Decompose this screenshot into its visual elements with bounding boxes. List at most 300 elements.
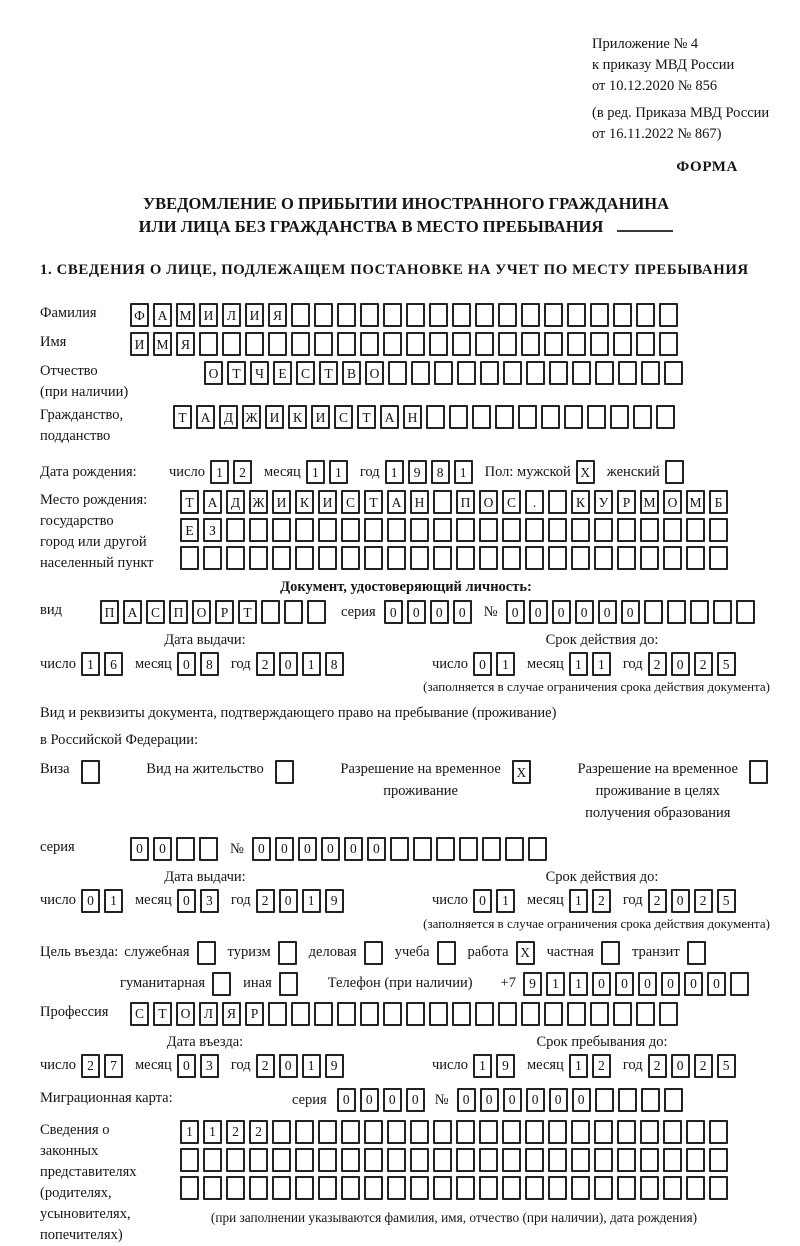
char-cell[interactable] (268, 332, 287, 356)
char-cell[interactable] (295, 1148, 314, 1172)
char-cell[interactable] (426, 405, 445, 429)
identity-doc-expiry-year-input[interactable] (648, 652, 736, 676)
char-cell[interactable] (636, 303, 655, 327)
char-cell[interactable] (495, 405, 514, 429)
char-cell[interactable] (291, 303, 310, 327)
residence-doc-expiry-month-input[interactable] (569, 889, 611, 913)
char-cell[interactable] (482, 837, 501, 861)
char-cell[interactable] (659, 1002, 678, 1026)
char-cell[interactable]: А (196, 405, 215, 429)
char-cell[interactable] (475, 303, 494, 327)
char-cell[interactable] (664, 361, 683, 385)
char-cell[interactable]: И (318, 490, 337, 514)
char-cell[interactable]: 0 (552, 600, 571, 624)
citizenship-input[interactable] (173, 405, 675, 429)
identity-doc-series-input[interactable] (384, 600, 472, 624)
char-cell[interactable] (502, 546, 521, 570)
patronymic-input[interactable] (204, 361, 683, 385)
char-cell[interactable] (640, 1120, 659, 1144)
char-cell[interactable] (502, 1148, 521, 1172)
char-cell[interactable] (278, 941, 297, 965)
birthdate-month-input[interactable] (306, 460, 348, 484)
char-cell[interactable]: А (153, 303, 172, 327)
char-cell[interactable] (307, 600, 326, 624)
char-cell[interactable] (613, 332, 632, 356)
birthplace-row3-input[interactable] (180, 546, 728, 570)
char-cell[interactable] (318, 1148, 337, 1172)
char-cell[interactable]: Н (403, 405, 422, 429)
char-cell[interactable] (640, 546, 659, 570)
char-cell[interactable] (337, 303, 356, 327)
residence-doc-issue-year-input[interactable] (256, 889, 344, 913)
char-cell[interactable] (341, 546, 360, 570)
char-cell[interactable] (291, 1002, 310, 1026)
char-cell[interactable] (475, 332, 494, 356)
char-cell[interactable]: 0 (360, 1088, 379, 1112)
char-cell[interactable] (295, 518, 314, 542)
char-cell[interactable]: 8 (200, 652, 219, 676)
char-cell[interactable] (641, 361, 660, 385)
identity-doc-type-input[interactable] (100, 600, 326, 624)
char-cell[interactable] (295, 1120, 314, 1144)
char-cell[interactable]: X (512, 760, 531, 784)
char-cell[interactable] (318, 518, 337, 542)
char-cell[interactable]: 1 (210, 460, 229, 484)
char-cell[interactable]: 0 (337, 1088, 356, 1112)
char-cell[interactable] (636, 1002, 655, 1026)
char-cell[interactable] (176, 837, 195, 861)
char-cell[interactable] (291, 332, 310, 356)
char-cell[interactable] (341, 1176, 360, 1200)
char-cell[interactable] (383, 1002, 402, 1026)
char-cell[interactable] (618, 361, 637, 385)
char-cell[interactable] (640, 518, 659, 542)
char-cell[interactable] (594, 1148, 613, 1172)
char-cell[interactable] (528, 837, 547, 861)
char-cell[interactable] (640, 1148, 659, 1172)
char-cell[interactable]: Т (173, 405, 192, 429)
char-cell[interactable]: 9 (496, 1054, 515, 1078)
char-cell[interactable] (564, 405, 583, 429)
char-cell[interactable] (364, 546, 383, 570)
char-cell[interactable] (341, 1120, 360, 1144)
char-cell[interactable] (521, 332, 540, 356)
char-cell[interactable] (81, 760, 100, 784)
char-cell[interactable] (360, 1002, 379, 1026)
char-cell[interactable]: К (295, 490, 314, 514)
char-cell[interactable]: 1 (385, 460, 404, 484)
char-cell[interactable]: . (525, 490, 544, 514)
char-cell[interactable] (203, 1148, 222, 1172)
residence-doc-issue-month-input[interactable] (177, 889, 219, 913)
char-cell[interactable]: С (502, 490, 521, 514)
char-cell[interactable]: 0 (480, 1088, 499, 1112)
char-cell[interactable]: 1 (81, 652, 100, 676)
char-cell[interactable]: Ф (130, 303, 149, 327)
char-cell[interactable] (364, 1176, 383, 1200)
char-cell[interactable]: Р (245, 1002, 264, 1026)
purpose-study-checkbox[interactable] (437, 941, 456, 965)
char-cell[interactable]: 0 (684, 972, 703, 996)
char-cell[interactable]: 0 (177, 1054, 196, 1078)
char-cell[interactable]: И (265, 405, 284, 429)
char-cell[interactable] (433, 1120, 452, 1144)
char-cell[interactable] (410, 1148, 429, 1172)
residence-doc-expiry-year-input[interactable] (648, 889, 736, 913)
char-cell[interactable] (548, 546, 567, 570)
char-cell[interactable]: Т (180, 490, 199, 514)
char-cell[interactable]: Е (273, 361, 292, 385)
char-cell[interactable] (433, 518, 452, 542)
identity-doc-number-input[interactable] (506, 600, 755, 624)
surname-input[interactable] (130, 303, 678, 327)
residence-doc-expiry-day-input[interactable] (473, 889, 515, 913)
char-cell[interactable] (456, 1176, 475, 1200)
char-cell[interactable] (456, 518, 475, 542)
char-cell[interactable] (567, 303, 586, 327)
char-cell[interactable] (590, 303, 609, 327)
char-cell[interactable] (452, 1002, 471, 1026)
char-cell[interactable] (364, 518, 383, 542)
char-cell[interactable] (656, 405, 675, 429)
char-cell[interactable]: О (663, 490, 682, 514)
char-cell[interactable] (613, 1002, 632, 1026)
char-cell[interactable] (314, 1002, 333, 1026)
char-cell[interactable]: Б (709, 490, 728, 514)
profession-input[interactable] (130, 1002, 678, 1026)
char-cell[interactable]: И (245, 303, 264, 327)
char-cell[interactable]: Р (215, 600, 234, 624)
char-cell[interactable] (665, 460, 684, 484)
purpose-official-checkbox[interactable] (197, 941, 216, 965)
char-cell[interactable]: 0 (153, 837, 172, 861)
char-cell[interactable] (617, 546, 636, 570)
char-cell[interactable] (249, 1176, 268, 1200)
char-cell[interactable]: А (203, 490, 222, 514)
char-cell[interactable]: 0 (671, 1054, 690, 1078)
char-cell[interactable] (180, 546, 199, 570)
firstname-input[interactable] (130, 332, 678, 356)
char-cell[interactable] (411, 361, 430, 385)
char-cell[interactable] (502, 1120, 521, 1144)
char-cell[interactable]: Д (226, 490, 245, 514)
char-cell[interactable]: 0 (457, 1088, 476, 1112)
char-cell[interactable] (434, 361, 453, 385)
char-cell[interactable] (618, 1088, 637, 1112)
char-cell[interactable] (272, 1120, 291, 1144)
char-cell[interactable] (364, 1120, 383, 1144)
char-cell[interactable] (449, 405, 468, 429)
char-cell[interactable]: 0 (298, 837, 317, 861)
char-cell[interactable]: 1 (454, 460, 473, 484)
char-cell[interactable] (709, 518, 728, 542)
char-cell[interactable] (521, 1002, 540, 1026)
char-cell[interactable] (279, 972, 298, 996)
char-cell[interactable]: 9 (408, 460, 427, 484)
char-cell[interactable]: С (146, 600, 165, 624)
char-cell[interactable]: Т (364, 490, 383, 514)
char-cell[interactable] (749, 760, 768, 784)
char-cell[interactable] (636, 332, 655, 356)
char-cell[interactable]: Ж (249, 490, 268, 514)
char-cell[interactable] (387, 1176, 406, 1200)
char-cell[interactable] (410, 518, 429, 542)
char-cell[interactable]: Ж (242, 405, 261, 429)
char-cell[interactable] (664, 1088, 683, 1112)
char-cell[interactable] (429, 332, 448, 356)
char-cell[interactable]: 2 (256, 889, 275, 913)
char-cell[interactable] (249, 546, 268, 570)
char-cell[interactable] (199, 332, 218, 356)
char-cell[interactable] (633, 405, 652, 429)
char-cell[interactable]: X (576, 460, 595, 484)
char-cell[interactable] (479, 1120, 498, 1144)
char-cell[interactable]: М (153, 332, 172, 356)
char-cell[interactable] (663, 1120, 682, 1144)
char-cell[interactable] (480, 361, 499, 385)
char-cell[interactable] (663, 1148, 682, 1172)
char-cell[interactable] (364, 1148, 383, 1172)
char-cell[interactable]: 0 (549, 1088, 568, 1112)
char-cell[interactable] (709, 1176, 728, 1200)
char-cell[interactable] (249, 518, 268, 542)
char-cell[interactable] (479, 1176, 498, 1200)
char-cell[interactable]: 0 (321, 837, 340, 861)
char-cell[interactable] (686, 1120, 705, 1144)
char-cell[interactable] (295, 546, 314, 570)
char-cell[interactable] (709, 1120, 728, 1144)
char-cell[interactable] (406, 303, 425, 327)
char-cell[interactable]: 2 (249, 1120, 268, 1144)
char-cell[interactable] (436, 837, 455, 861)
char-cell[interactable]: П (456, 490, 475, 514)
char-cell[interactable] (429, 1002, 448, 1026)
char-cell[interactable] (318, 546, 337, 570)
char-cell[interactable] (410, 1176, 429, 1200)
migration-card-series-input[interactable] (337, 1088, 425, 1112)
char-cell[interactable]: 0 (406, 1088, 425, 1112)
char-cell[interactable] (601, 941, 620, 965)
char-cell[interactable]: 0 (707, 972, 726, 996)
char-cell[interactable] (518, 405, 537, 429)
char-cell[interactable]: 0 (671, 652, 690, 676)
char-cell[interactable]: 0 (671, 889, 690, 913)
char-cell[interactable] (667, 600, 686, 624)
char-cell[interactable] (341, 518, 360, 542)
char-cell[interactable]: 0 (407, 600, 426, 624)
birthplace-row1-input[interactable] (180, 490, 728, 514)
char-cell[interactable] (590, 332, 609, 356)
char-cell[interactable] (314, 303, 333, 327)
char-cell[interactable] (617, 518, 636, 542)
char-cell[interactable] (275, 760, 294, 784)
char-cell[interactable] (548, 1120, 567, 1144)
char-cell[interactable]: Р (617, 490, 636, 514)
char-cell[interactable] (686, 1148, 705, 1172)
char-cell[interactable]: 1 (329, 460, 348, 484)
char-cell[interactable]: О (479, 490, 498, 514)
char-cell[interactable]: М (176, 303, 195, 327)
char-cell[interactable] (659, 332, 678, 356)
char-cell[interactable] (617, 1120, 636, 1144)
entry-date-year-input[interactable] (256, 1054, 344, 1078)
char-cell[interactable]: 1 (546, 972, 565, 996)
char-cell[interactable] (567, 332, 586, 356)
char-cell[interactable] (318, 1176, 337, 1200)
char-cell[interactable] (503, 361, 522, 385)
char-cell[interactable]: 1 (569, 652, 588, 676)
char-cell[interactable] (587, 405, 606, 429)
char-cell[interactable]: 6 (104, 652, 123, 676)
char-cell[interactable] (544, 332, 563, 356)
char-cell[interactable]: 2 (648, 889, 667, 913)
char-cell[interactable]: 9 (325, 889, 344, 913)
char-cell[interactable] (212, 972, 231, 996)
char-cell[interactable] (541, 405, 560, 429)
char-cell[interactable] (663, 518, 682, 542)
char-cell[interactable]: 0 (638, 972, 657, 996)
char-cell[interactable] (567, 1002, 586, 1026)
char-cell[interactable] (686, 518, 705, 542)
residence-doc-series-input[interactable] (130, 837, 218, 861)
char-cell[interactable]: Ч (250, 361, 269, 385)
char-cell[interactable] (387, 518, 406, 542)
char-cell[interactable] (457, 361, 476, 385)
char-cell[interactable] (595, 1088, 614, 1112)
char-cell[interactable]: А (123, 600, 142, 624)
char-cell[interactable] (572, 361, 591, 385)
char-cell[interactable]: П (100, 600, 119, 624)
char-cell[interactable]: М (686, 490, 705, 514)
edu-residence-checkbox[interactable] (749, 760, 768, 784)
char-cell[interactable] (505, 837, 524, 861)
char-cell[interactable]: 0 (615, 972, 634, 996)
char-cell[interactable]: 8 (431, 460, 450, 484)
char-cell[interactable] (686, 546, 705, 570)
char-cell[interactable] (525, 1176, 544, 1200)
char-cell[interactable]: 0 (503, 1088, 522, 1112)
char-cell[interactable]: 2 (648, 1054, 667, 1078)
char-cell[interactable] (498, 332, 517, 356)
char-cell[interactable] (640, 1176, 659, 1200)
char-cell[interactable] (413, 837, 432, 861)
visa-checkbox[interactable] (81, 760, 100, 784)
char-cell[interactable] (360, 332, 379, 356)
char-cell[interactable] (479, 1148, 498, 1172)
char-cell[interactable]: 2 (592, 889, 611, 913)
identity-doc-expiry-month-input[interactable] (569, 652, 611, 676)
char-cell[interactable] (571, 1148, 590, 1172)
char-cell[interactable]: Т (319, 361, 338, 385)
char-cell[interactable]: А (380, 405, 399, 429)
char-cell[interactable]: 0 (384, 600, 403, 624)
char-cell[interactable] (360, 303, 379, 327)
char-cell[interactable]: 0 (529, 600, 548, 624)
char-cell[interactable]: У (594, 490, 613, 514)
char-cell[interactable]: 0 (592, 972, 611, 996)
char-cell[interactable] (479, 518, 498, 542)
char-cell[interactable]: Я (222, 1002, 241, 1026)
char-cell[interactable]: 9 (523, 972, 542, 996)
char-cell[interactable] (709, 546, 728, 570)
char-cell[interactable] (272, 1176, 291, 1200)
char-cell[interactable]: Я (176, 332, 195, 356)
char-cell[interactable] (199, 837, 218, 861)
residence-doc-issue-day-input[interactable] (81, 889, 123, 913)
char-cell[interactable] (222, 332, 241, 356)
char-cell[interactable] (594, 1120, 613, 1144)
char-cell[interactable] (226, 1176, 245, 1200)
residence-permit-checkbox[interactable] (275, 760, 294, 784)
char-cell[interactable] (659, 303, 678, 327)
char-cell[interactable] (249, 1148, 268, 1172)
char-cell[interactable] (387, 1148, 406, 1172)
char-cell[interactable] (314, 332, 333, 356)
purpose-tourism-checkbox[interactable] (278, 941, 297, 965)
entry-date-month-input[interactable] (177, 1054, 219, 1078)
char-cell[interactable]: 1 (496, 889, 515, 913)
char-cell[interactable]: 0 (661, 972, 680, 996)
char-cell[interactable] (690, 600, 709, 624)
char-cell[interactable]: 1 (104, 889, 123, 913)
phone-input[interactable] (523, 972, 749, 996)
char-cell[interactable]: 0 (367, 837, 386, 861)
char-cell[interactable]: 0 (279, 652, 298, 676)
char-cell[interactable] (433, 490, 452, 514)
char-cell[interactable] (610, 405, 629, 429)
char-cell[interactable]: 0 (526, 1088, 545, 1112)
char-cell[interactable] (549, 361, 568, 385)
char-cell[interactable]: 1 (180, 1120, 199, 1144)
char-cell[interactable]: Я (268, 303, 287, 327)
char-cell[interactable] (498, 1002, 517, 1026)
char-cell[interactable]: 1 (569, 889, 588, 913)
char-cell[interactable] (544, 303, 563, 327)
birthplace-row2-input[interactable] (180, 518, 728, 542)
char-cell[interactable]: 0 (572, 1088, 591, 1112)
char-cell[interactable] (525, 518, 544, 542)
char-cell[interactable] (594, 1176, 613, 1200)
char-cell[interactable] (544, 1002, 563, 1026)
char-cell[interactable] (713, 600, 732, 624)
char-cell[interactable] (272, 546, 291, 570)
char-cell[interactable]: С (341, 490, 360, 514)
char-cell[interactable]: 2 (694, 652, 713, 676)
char-cell[interactable] (410, 1120, 429, 1144)
char-cell[interactable] (410, 546, 429, 570)
char-cell[interactable] (617, 1148, 636, 1172)
char-cell[interactable] (203, 1176, 222, 1200)
char-cell[interactable]: 2 (648, 652, 667, 676)
char-cell[interactable]: Н (410, 490, 429, 514)
char-cell[interactable] (433, 1176, 452, 1200)
char-cell[interactable] (548, 490, 567, 514)
entry-date-day-input[interactable] (81, 1054, 123, 1078)
char-cell[interactable] (341, 1148, 360, 1172)
purpose-other-checkbox[interactable] (279, 972, 298, 996)
char-cell[interactable]: С (334, 405, 353, 429)
char-cell[interactable]: Т (227, 361, 246, 385)
char-cell[interactable]: 2 (256, 652, 275, 676)
sex-male-checkbox[interactable] (576, 460, 595, 484)
char-cell[interactable]: 0 (598, 600, 617, 624)
char-cell[interactable]: 5 (717, 1054, 736, 1078)
char-cell[interactable]: 1 (473, 1054, 492, 1078)
char-cell[interactable] (571, 546, 590, 570)
char-cell[interactable] (387, 546, 406, 570)
char-cell[interactable]: 0 (177, 652, 196, 676)
char-cell[interactable] (502, 518, 521, 542)
